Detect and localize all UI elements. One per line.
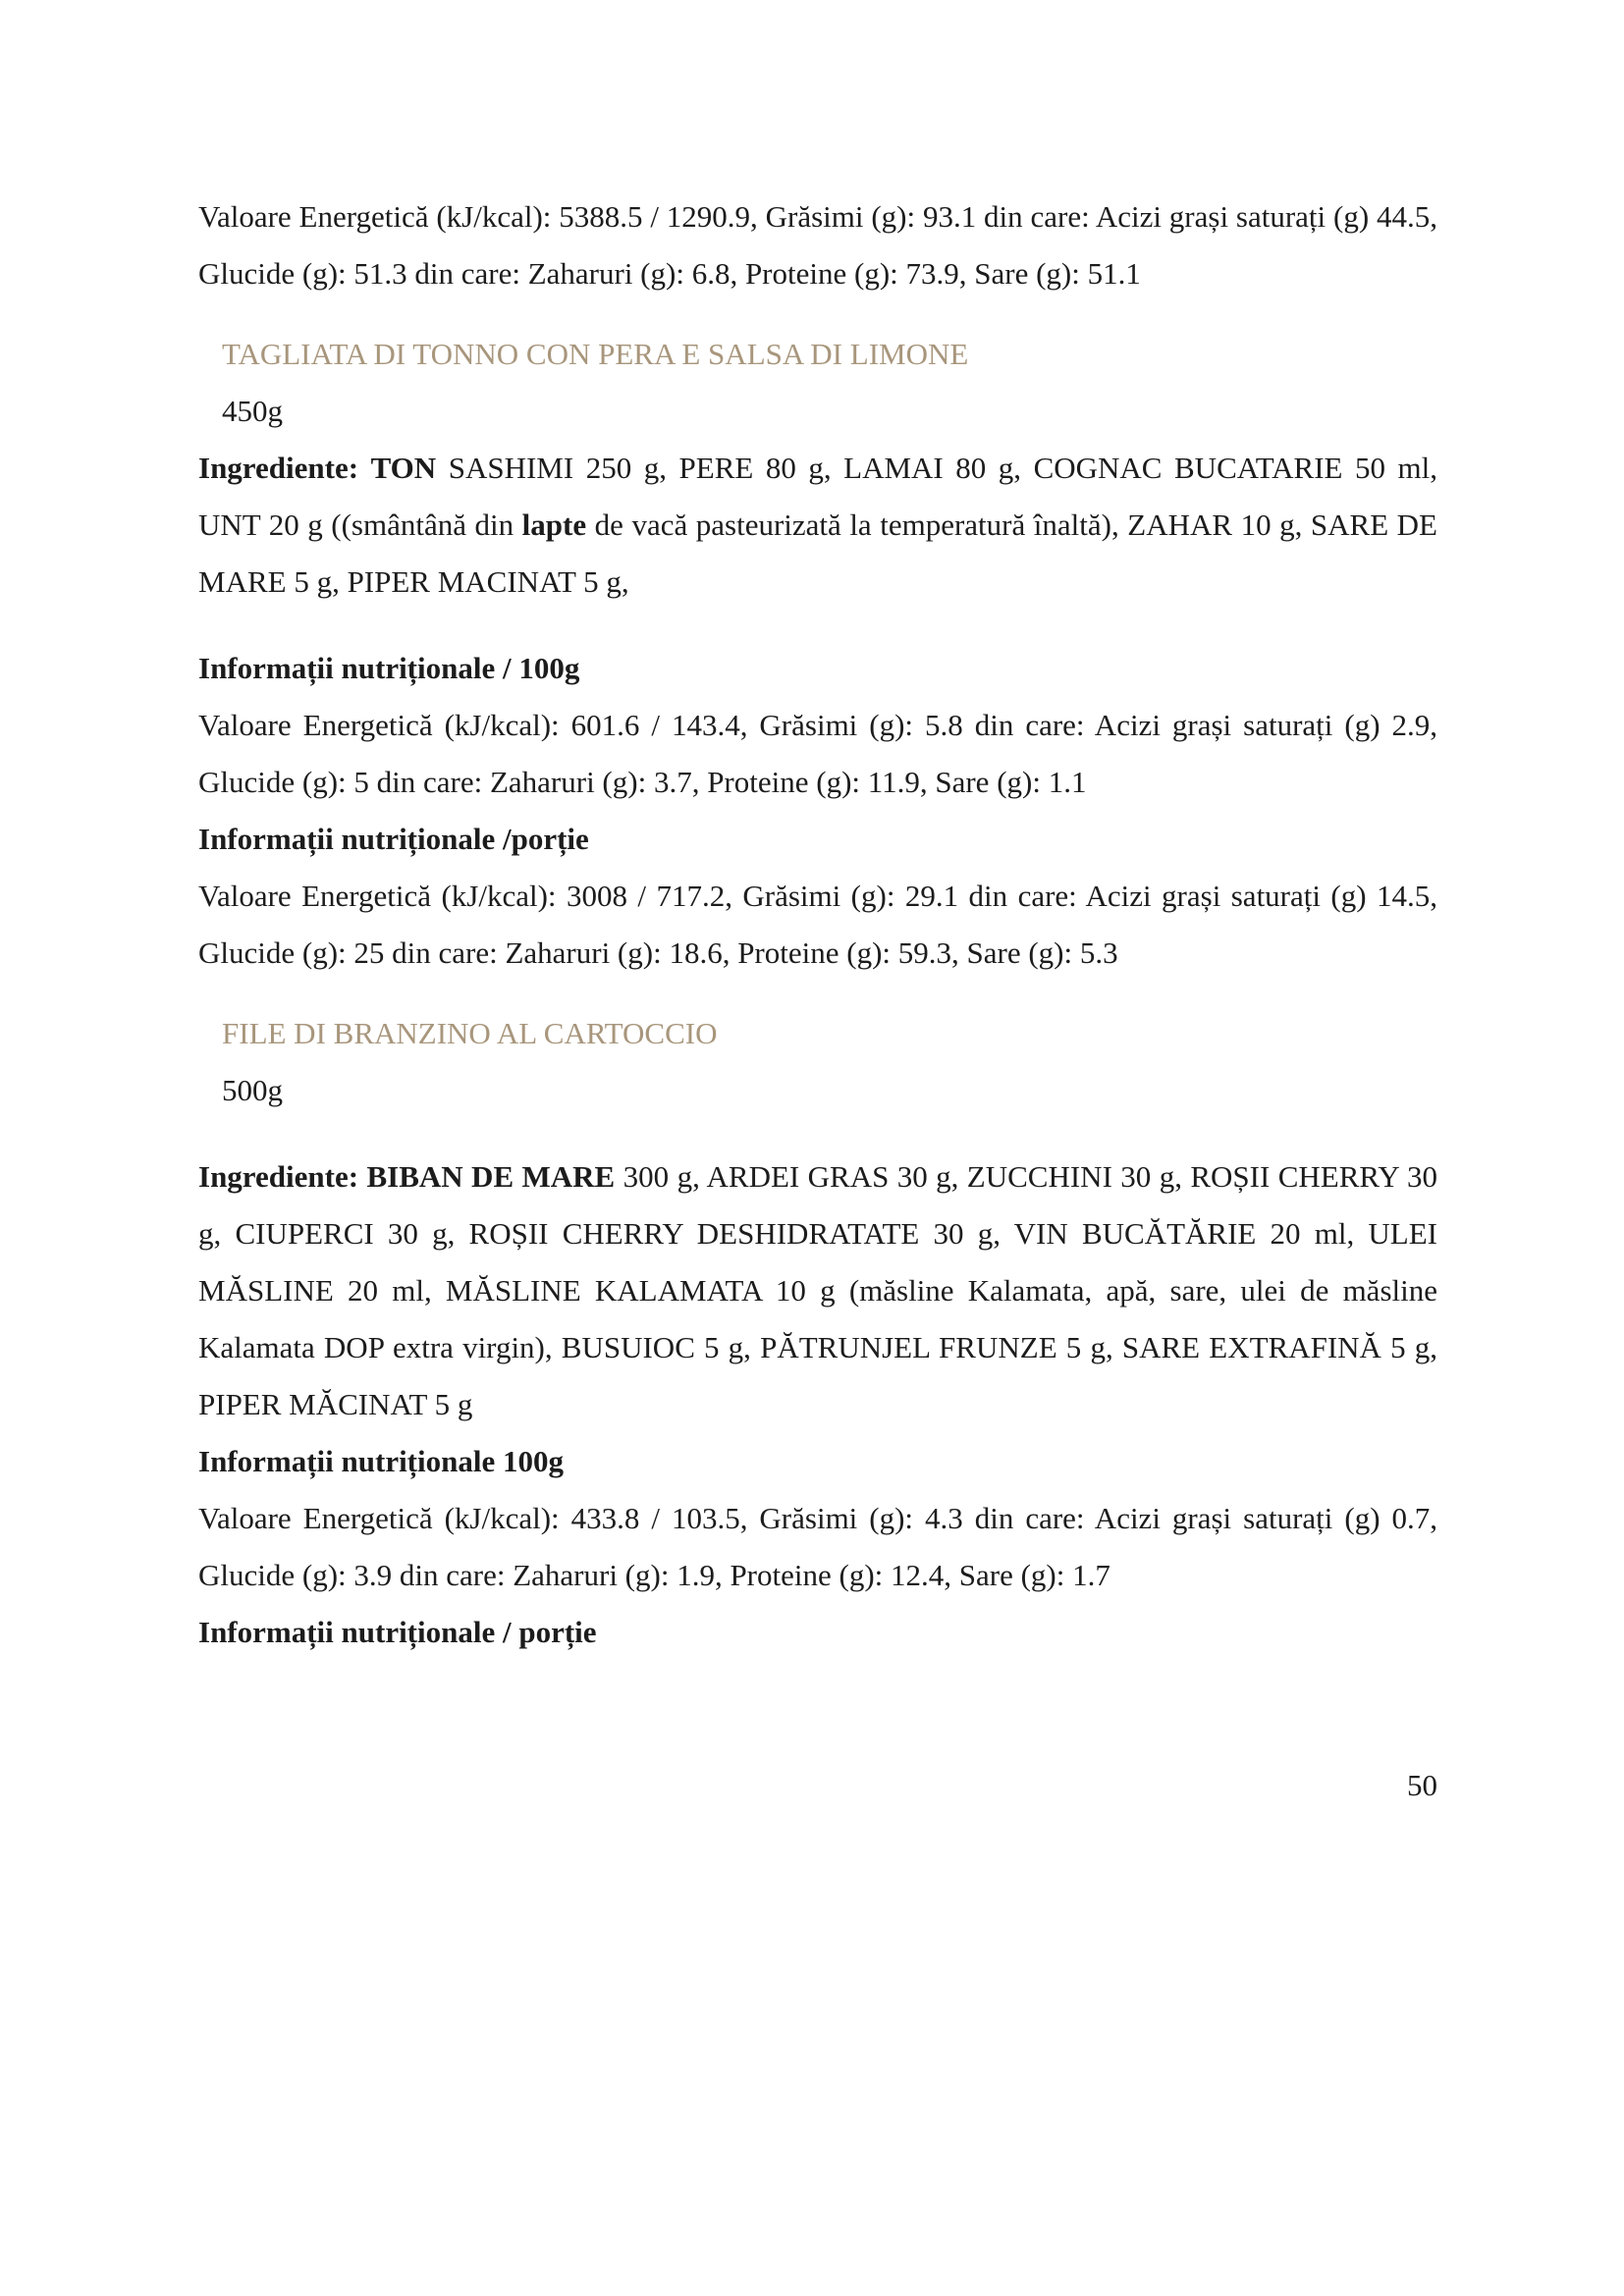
nutrition-values-portion-tagliata: Valoare Energetică (kJ/kcal): 3008 / 717.2, Grăsimi (g): 29.1 din care: Acizi grași saturați (g) 14.5, Glucide (g): 25 din care: Zaharuri (g): 18.6, Proteine (g): 59.3, Sare (g): 5.3: [198, 879, 1437, 970]
nutrition-heading-100g-branzino: Informații nutriționale 100g: [198, 1444, 564, 1478]
ingredients-text-1: 300 g, ARDEI GRAS 30 g, ZUCCHINI 30 g, ROȘII CHERRY 30 g, CIUPERCI 30 g, ROȘII CHERRY DESHIDRATATE 30 g, VIN BUCĂTĂRIE 20 ml, ULEI MĂSLINE 20 ml, MĂSLINE KALAMATA 10 g (măsline Kalamata, apă, sare, ulei de măsline Kalamata DOP extra virgin), BUSUIOC 5 g, PĂTRUNJEL FRUNZE 5 g, SARE EXTRAFINĂ 5 g, PIPER MĂCINAT 5 g: [198, 1159, 1438, 1421]
nutrition-heading-100g-tagliata: Informații nutriționale / 100g: [198, 651, 580, 685]
ingredients-branzino: [198, 1148, 1437, 1433]
nutrition-values-portion-previous: Valoare Energetică (kJ/kcal): 5388.5 / 1290.9, Grăsimi (g): 93.1 din care: Acizi grași saturați (g) 44.5, Glucide (g): 51.3 din care: Zaharuri (g): 6.8, Proteine (g): 73.9, Sare (g): 51.1: [198, 199, 1437, 291]
dish-weight-branzino: 500g: [222, 1073, 283, 1107]
page-content: [198, 188, 1437, 1661]
allergen-ton: TON: [370, 451, 437, 485]
page-number: 50: [1407, 1768, 1437, 1802]
nutrition-values-100g-tagliata: Valoare Energetică (kJ/kcal): 601.6 / 143.4, Grăsimi (g): 5.8 din care: Acizi grași saturați (g) 2.9, Glucide (g): 5 din care: Zaharuri (g): 3.7, Proteine (g): 11.9, Sare (g): 1.1: [198, 708, 1437, 799]
ingredients-label: Ingrediente:: [198, 451, 359, 485]
nutrition-heading-portion-tagliata: Informații nutriționale /porție: [198, 822, 589, 856]
ingredients-text-1: SASHIMI 250 g, PERE 80 g, LAMAI 80 g, COGNAC BUCATARIE 50 ml, UNT 20 g ((smântână din: [198, 451, 1438, 542]
dish-title-branzino: FILE DI BRANZINO AL CARTOCCIO: [222, 1016, 718, 1050]
nutrition-heading-portion-branzino: Informații nutriționale / porție: [198, 1615, 597, 1649]
ingredients-tagliata: [198, 440, 1437, 611]
dish-title-tagliata: TAGLIATA DI TONNO CON PERA E SALSA DI LIMONE: [222, 337, 969, 371]
allergen-biban: BIBAN DE MARE: [366, 1159, 616, 1194]
allergen-lapte: lapte: [521, 507, 587, 542]
ingredients-label: Ingrediente:: [198, 1159, 359, 1194]
nutrition-values-100g-branzino: Valoare Energetică (kJ/kcal): 433.8 / 103.5, Grăsimi (g): 4.3 din care: Acizi grași saturați (g) 0.7, Glucide (g): 3.9 din care: Zaharuri (g): 1.9, Proteine (g): 12.4, Sare (g): 1.7: [198, 1501, 1437, 1592]
dish-weight-tagliata: 450g: [222, 394, 283, 428]
ingredients-text-2: de vacă pasteurizată la temperatură înaltă), ZAHAR 10 g, SARE DE MARE 5 g, PIPER MACINAT 5 g,: [198, 507, 1437, 599]
